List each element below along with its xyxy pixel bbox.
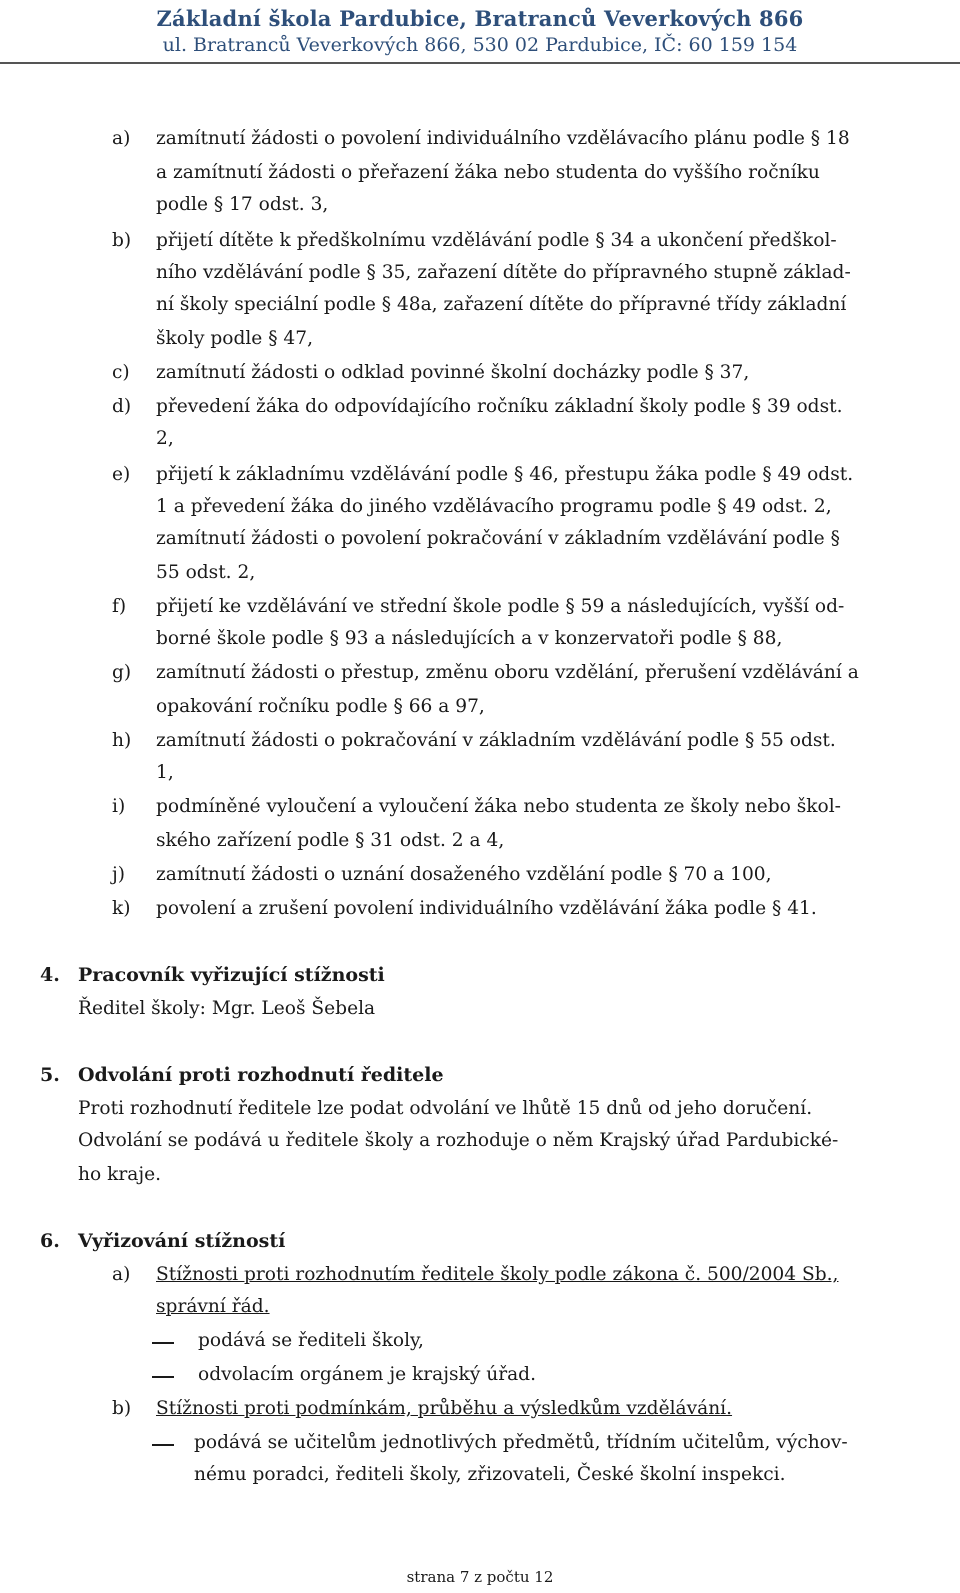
section-6a-bullet: podává se řediteli školy,: [198, 1330, 424, 1351]
list-item-line: opakování ročníku podle § 66 a 97,: [156, 696, 485, 717]
list-item-line: přijetí k základnímu vzdělávání podle § 46, přestupu žáka podle § 49 odst.: [156, 464, 854, 485]
section-6a-label: a): [112, 1264, 131, 1285]
list-item-line: přijetí ke vzdělávání ve střední škole podle § 59 a následujících, vyšší od-: [156, 596, 845, 617]
list-item-label: g): [112, 662, 132, 683]
section-6b-label: b): [112, 1398, 132, 1419]
list-item-line: školy podle § 47,: [156, 328, 314, 349]
list-item-label: e): [112, 464, 131, 485]
section-6a-title: Stížnosti proti rozhodnutím ředitele školy podle zákona č. 500/2004 Sb.,: [156, 1264, 839, 1285]
section-4-number: 4.: [40, 964, 60, 986]
section-5-heading: Odvolání proti rozhodnutí ředitele: [78, 1064, 444, 1086]
dash-bullet: [152, 1376, 174, 1378]
list-item-line: borné škole podle § 93 a následujících a v konzervatoři podle § 88,: [156, 628, 783, 649]
list-item-line: zamítnutí žádosti o povolení individuálního vzdělávacího plánu podle § 18: [156, 128, 850, 149]
list-item-label: k): [112, 898, 131, 919]
dash-bullet: [152, 1444, 174, 1446]
list-item-line: 1,: [156, 762, 174, 783]
list-item-label: b): [112, 230, 132, 251]
list-item-label: h): [112, 730, 132, 751]
list-item-line: a zamítnutí žádosti o přeřazení žáka nebo studenta do vyššího ročníku: [156, 162, 820, 183]
section-6a-title: správní řád.: [156, 1296, 270, 1317]
section-5-number: 5.: [40, 1064, 60, 1086]
school-address: ul. Bratranců Veverkových 866, 530 02 Pardubice, IČ: 60 159 154: [162, 34, 798, 56]
section-6-number: 6.: [40, 1230, 60, 1252]
list-item-line: podmíněné vyloučení a vyloučení žáka nebo studenta ze školy nebo škol-: [156, 796, 841, 817]
page-number: strana 7 z počtu 12: [406, 1568, 554, 1586]
list-item-line: zamítnutí žádosti o přestup, změnu oboru vzdělání, přerušení vzdělávání a: [156, 662, 859, 683]
section-5-line: Odvolání se podává u ředitele školy a rozhoduje o něm Krajský úřad Pardubické-: [78, 1130, 839, 1151]
header-divider: [0, 62, 960, 64]
school-name: Základní škola Pardubice, Bratranců Veverkových 866: [156, 6, 804, 31]
section-6b-title: Stížnosti proti podmínkám, průběhu a výsledkům vzdělávání.: [156, 1398, 733, 1419]
list-item-line: zamítnutí žádosti o pokračování v základním vzdělávání podle § 55 odst.: [156, 730, 836, 751]
list-item-line: zamítnutí žádosti o povolení pokračování v základním vzdělávání podle §: [156, 528, 840, 549]
list-item-label: f): [112, 596, 127, 617]
section-6-heading: Vyřizování stížností: [78, 1230, 286, 1252]
list-item-line: 2,: [156, 428, 174, 449]
list-item-label: a): [112, 128, 131, 149]
list-item-line: přijetí dítěte k předškolnímu vzdělávání podle § 34 a ukončení předškol-: [156, 230, 837, 251]
section-5-line: Proti rozhodnutí ředitele lze podat odvolání ve lhůtě 15 dnů od jeho doručení.: [78, 1098, 813, 1119]
list-item-line: podle § 17 odst. 3,: [156, 194, 329, 215]
list-item-line: ní školy speciální podle § 48a, zařazení dítěte do přípravné třídy základní: [156, 294, 847, 315]
section-4-text: Ředitel školy: Mgr. Leoš Šebela: [78, 998, 376, 1019]
list-item-label: j): [112, 864, 126, 885]
list-item-line: zamítnutí žádosti o uznání dosaženého vzdělání podle § 70 a 100,: [156, 864, 772, 885]
list-item-line: 1 a převedení žáka do jiného vzdělávacího programu podle § 49 odst. 2,: [156, 496, 832, 517]
list-item-line: 55 odst. 2,: [156, 562, 256, 583]
section-6b-bullet-line: nému poradci, řediteli školy, zřizovateli, České školní inspekci.: [194, 1464, 786, 1485]
section-6a-bullet: odvolacím orgánem je krajský úřad.: [198, 1364, 536, 1385]
list-item-label: d): [112, 396, 132, 417]
list-item-line: povolení a zrušení povolení individuálního vzdělávání žáka podle § 41.: [156, 898, 817, 919]
section-4-heading: Pracovník vyřizující stížnosti: [78, 964, 385, 986]
list-item-line: ního vzdělávání podle § 35, zařazení dítěte do přípravného stupně základ-: [156, 262, 851, 283]
section-5-line: ho kraje.: [78, 1164, 162, 1185]
list-item-line: ského zařízení podle § 31 odst. 2 a 4,: [156, 830, 505, 851]
dash-bullet: [152, 1342, 174, 1344]
list-item-label: i): [112, 796, 126, 817]
list-item-label: c): [112, 362, 130, 383]
list-item-line: převedení žáka do odpovídajícího ročníku základní školy podle § 39 odst.: [156, 396, 843, 417]
section-6b-bullet-line: podává se učitelům jednotlivých předmětů, třídním učitelům, výchov-: [194, 1432, 848, 1453]
list-item-line: zamítnutí žádosti o odklad povinné školní docházky podle § 37,: [156, 362, 750, 383]
